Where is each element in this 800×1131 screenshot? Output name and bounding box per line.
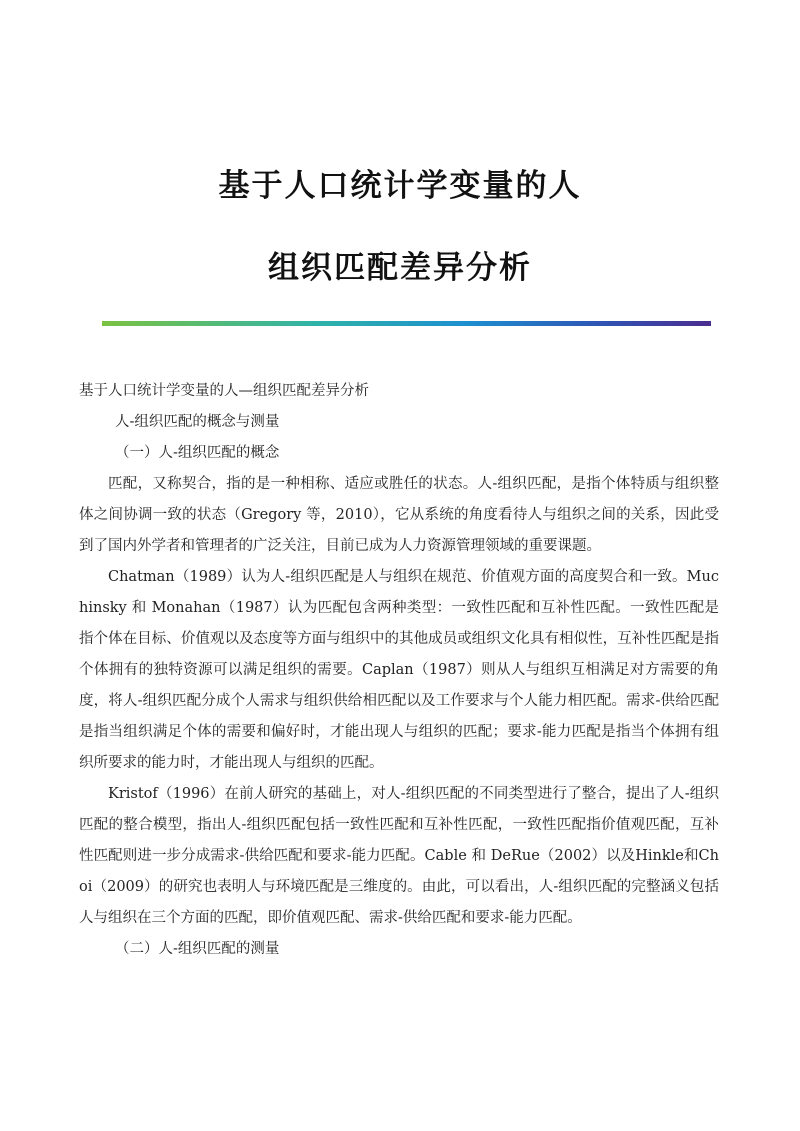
document-body	[79, 376, 719, 965]
paragraph-3: Kristof（1996）在前人研究的基础上，对人-组织匹配的不同类型进行了整合，提出了人-组织匹配的整合模型，指出人-组织匹配包括一致性匹配和互补性匹配，一致性匹配指价值观匹配，互补性匹配则进一步分成需求-供给匹配和要求-能力匹配。Cable 和 DeRue（2002）以及Hinkle和Choi（2009）的研究也表明人与环境匹配是三维度的。由此，可以看出，人-组织匹配的完整涵义包括人与组织在三个方面的匹配，即价值观匹配、需求-供给匹配和要求-能力匹配。	[79, 786, 719, 926]
subheading-concept: （一）人-组织匹配的概念	[115, 445, 280, 461]
subheading-measurement: （二）人-组织匹配的测量	[115, 941, 280, 957]
lead-line: 基于人口统计学变量的人—组织匹配差异分析	[79, 383, 369, 399]
section-heading: 人-组织匹配的概念与测量	[115, 414, 280, 430]
paragraph-1: 匹配，又称契合，指的是一种相称、适应或胜任的状态。人-组织匹配，是指个体特质与组织整体之间协调一致的状态（Gregory 等，2010），它从系统的角度看待人与组织之间的关系，因此受到了国内外学者和管理者的广泛关注，目前已成为人力资源管理领域的重要课题。	[79, 476, 719, 554]
document-title-line-2: 组织匹配差异分析	[268, 250, 532, 286]
document-title-line-1: 基于人口统计学变量的人	[218, 168, 582, 204]
title-divider	[102, 321, 711, 326]
paragraph-2: Chatman（1989）认为人-组织匹配是人与组织在规范、价值观方面的高度契合和一致。Muchinsky 和 Monahan（1987）认为匹配包含两种类型：一致性匹配和互补性匹配。一致性匹配是指个体在目标、价值观以及态度等方面与组织中的其他成员或组织文化具有相似性，互补性匹配是指个体拥有的独特资源可以满足组织的需要。Caplan（1987）则从人与组织互相满足对方需要的角度，将人-组织匹配分成个人需求与组织供给相匹配以及工作要求与个人能力相匹配。需求-供给匹配是指当组织满足个体的需要和偏好时，才能出现人与组织的匹配；要求-能力匹配是指当个体拥有组织所要求的能力时，才能出现人与组织的匹配。	[79, 569, 719, 771]
